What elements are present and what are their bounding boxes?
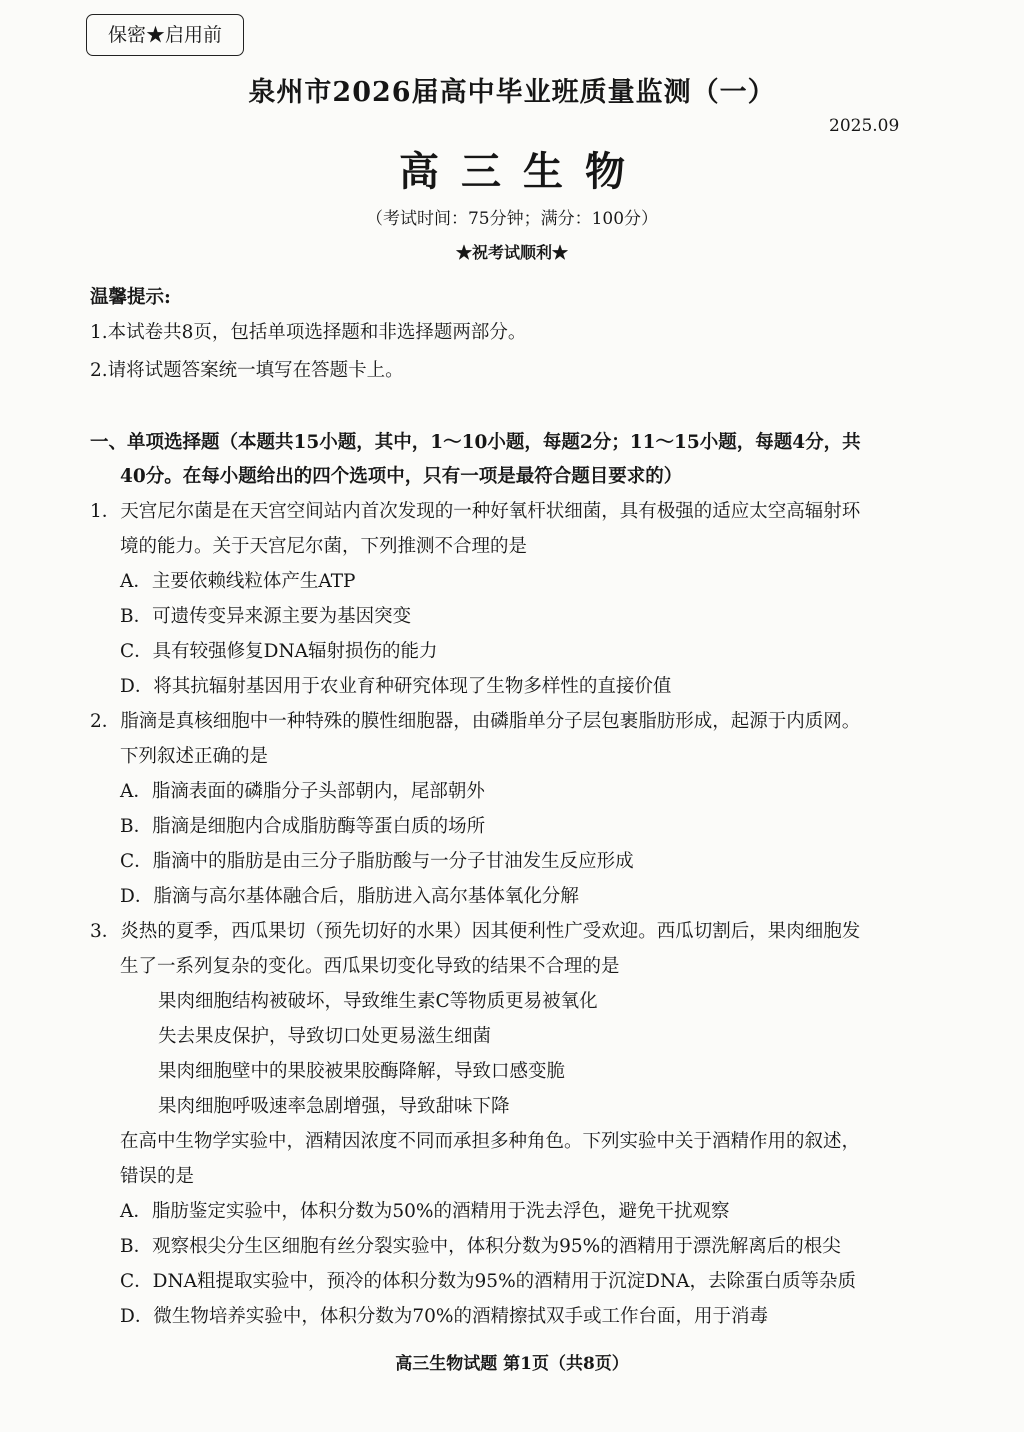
question-4-option-a: A．脂肪鉴定实验中，体积分数为50%的酒精用于洗去浮色，避免干扰观察	[120, 1201, 730, 1222]
question-3-option: 果肉细胞结构被破坏，导致维生素C等物质更易被氧化	[158, 991, 598, 1012]
question-3-option: 失去果皮保护，导致切口处更易滋生细菌	[158, 1026, 492, 1047]
question-3-option: 果肉细胞呼吸速率急剧增强，导致甜味下降	[158, 1096, 510, 1117]
question-1-option-a: A．主要依赖线粒体产生ATP	[120, 571, 356, 592]
subject-title: 高三生物	[399, 148, 647, 195]
question-2-option-a: A．脂滴表面的磷脂分子头部朝内，尾部朝外	[120, 781, 485, 802]
confidential-stamp: 保密★启用前	[86, 14, 244, 56]
tip-item: 2.请将试题答案统一填写在答题卡上。	[90, 360, 404, 381]
question-1-option-d: D．将其抗辐射基因用于农业育种研究体现了生物多样性的直接价值	[120, 676, 672, 697]
question-1-stem: 1．天宫尼尔菌是在天宫空间站内首次发现的一种好氧杆状细菌，具有极强的适应太空高辐射环	[90, 501, 861, 522]
question-3-stem: 3．炎热的夏季，西瓜果切（预先切好的水果）因其便利性广受欢迎。西瓜切割后，果肉细胞发	[90, 921, 861, 942]
question-4-option-c: C．DNA粗提取实验中，预冷的体积分数为95%的酒精用于沉淀DNA，去除蛋白质等杂质	[120, 1271, 857, 1292]
question-2-stem: 2．脂滴是真核细胞中一种特殊的膜性细胞器，由磷脂单分子层包裹脂肪形成，起源于内质网。	[90, 711, 861, 732]
question-2-option-c: C．脂滴中的脂肪是由三分子脂肪酸与一分子甘油发生反应形成	[120, 851, 634, 872]
question-1-stem-continued: 境的能力。关于天宫尼尔菌，下列推测不合理的是	[120, 536, 528, 557]
question-1-option-c: C．具有较强修复DNA辐射损伤的能力	[120, 641, 438, 662]
question-4-stem: 在高中生物学实验中，酒精因浓度不同而承担多种角色。下列实验中关于酒精作用的叙述，	[120, 1131, 861, 1152]
question-4-stem-continued: 错误的是	[120, 1166, 195, 1187]
section-heading: 一、单项选择题（本题共15小题，其中，1～10小题，每题2分；11～15小题，每题4分，共	[90, 432, 861, 453]
question-4-option-b: B．观察根尖分生区细胞有丝分裂实验中，体积分数为95%的酒精用于漂洗解离后的根尖	[120, 1236, 841, 1257]
tips-heading: 温馨提示:	[90, 287, 171, 308]
question-1-option-b: B．可遗传变异来源主要为基因突变	[120, 606, 412, 627]
question-3-stem-continued: 生了一系列复杂的变化。西瓜果切变化导致的结果不合理的是	[120, 956, 620, 977]
question-4-option-d: D．微生物培养实验中，体积分数为70%的酒精擦拭双手或工作台面，用于消毒	[120, 1306, 768, 1327]
exam-info: （考试时间：75分钟；满分：100分）	[365, 209, 659, 229]
exam-date: 2025.09	[829, 116, 900, 136]
page-footer: 高三生物试题 第1页（共8页）	[395, 1354, 629, 1374]
question-2-stem-continued: 下列叙述正确的是	[120, 746, 269, 767]
exam-title: 泉州市2026届高中毕业班质量监测（一）	[248, 77, 776, 108]
question-3-option: 果肉细胞壁中的果胶被果胶酶降解，导致口感变脆	[158, 1061, 566, 1082]
question-2-option-b: B．脂滴是细胞内合成脂肪酶等蛋白质的场所	[120, 816, 486, 837]
good-luck-wish: ★祝考试顺利★	[455, 243, 568, 262]
tip-item: 1.本试卷共8页，包括单项选择题和非选择题两部分。	[90, 322, 527, 343]
question-2-option-d: D．脂滴与高尔基体融合后，脂肪进入高尔基体氧化分解	[120, 886, 579, 907]
section-heading-continued: 40分。在每小题给出的四个选项中，只有一项是最符合题目要求的）	[120, 466, 683, 487]
